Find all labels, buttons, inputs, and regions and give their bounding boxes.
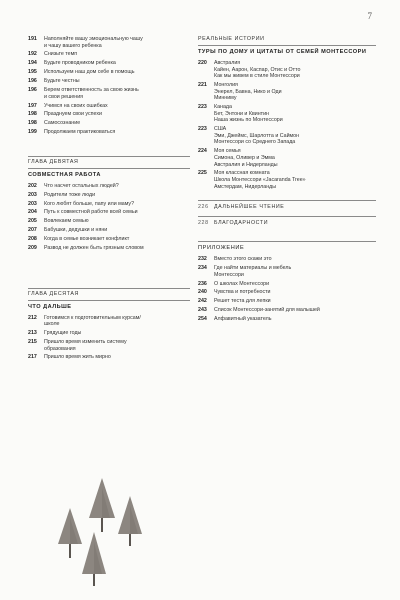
toc-list-top — [28, 36, 190, 136]
further-reading-title: ДАЛЬНЕЙШЕЕ ЧТЕНИЕ — [214, 204, 285, 211]
story-description: Как мы живем в стиле Монтессори — [214, 73, 300, 80]
country-entry — [198, 126, 376, 133]
country-name: Австралия — [214, 60, 241, 66]
toc-entry-continuation: школе — [44, 321, 60, 328]
chapter-nine-title: СОВМЕСТНАЯ РАБОТА — [28, 168, 190, 179]
toc-entry — [28, 330, 190, 337]
toc-entry — [198, 289, 376, 296]
toc-page-number: 192 — [28, 51, 37, 58]
toc-entry-title: Где найти материалы и мебель — [214, 265, 292, 272]
toc-entry — [28, 51, 190, 58]
toc-entry — [28, 183, 190, 190]
country-entry — [198, 60, 376, 67]
toc-entry-title: Грядущие годы — [44, 330, 82, 337]
toc-entry — [198, 307, 376, 314]
chapter-nine-label: ГЛАВА ДЕВЯТАЯ — [28, 156, 190, 168]
toc-page-number: 207 — [28, 227, 37, 234]
toc-page-number: 209 — [28, 245, 37, 252]
story-description: Минниму — [214, 95, 237, 102]
chapter-ten-label: ГЛАВА ДЕСЯТАЯ — [28, 288, 190, 300]
toc-entry-title: Родители тоже люди — [44, 191, 96, 198]
toc-entry — [28, 339, 190, 346]
toc-page-number: 202 — [28, 182, 37, 189]
toc-entry — [198, 265, 376, 272]
page-number: 7 — [367, 11, 372, 21]
toc-page-number: 225 — [198, 170, 207, 177]
country-name: Моя классная комната — [214, 170, 270, 177]
country-entry — [198, 82, 376, 89]
toc-page-number: 191 — [28, 36, 37, 42]
toc-entry-title: Что насчет остальных людей? — [44, 182, 119, 189]
toc-entry — [28, 36, 190, 43]
country-entry — [198, 148, 376, 155]
toc-entry-title: Празднуем свои успехи — [44, 111, 102, 118]
left-column — [28, 36, 190, 363]
tree-icon — [58, 508, 82, 558]
toc-page-number: 220 — [198, 60, 207, 66]
toc-entry-title: Наполняйте вашу эмоциональную чашу — [44, 36, 143, 42]
toc-page-number: 197 — [28, 102, 37, 109]
toc-entry — [28, 236, 190, 243]
toc-page-number: 203 — [28, 200, 37, 207]
toc-entry-title: Путь к совместной работе всей семьи — [44, 209, 138, 216]
toc-entry-title: Бабушки, дедушки и няни — [44, 227, 108, 234]
toc-entry — [198, 281, 376, 288]
country-name: Монголия — [214, 82, 238, 89]
toc-page-number: 254 — [198, 316, 207, 323]
toc-page-number: 242 — [198, 298, 207, 305]
toc-entry — [198, 256, 376, 263]
country-list — [198, 60, 376, 190]
tree-icon — [82, 532, 106, 586]
toc-page-number: 234 — [198, 265, 207, 272]
family-names: Симона, Оливер и Эмма — [214, 154, 275, 161]
chapter-ten-list — [28, 315, 190, 361]
family-names: Эми, Джеймс, Шарлотта и Саймон — [214, 132, 300, 139]
toc-page-number: 205 — [28, 218, 37, 225]
toc-page-number: 212 — [28, 314, 37, 321]
appendix-label: ПРИЛОЖЕНИЕ — [198, 241, 376, 252]
toc-entry-title: Когда в семье возникает конфликт — [44, 236, 130, 243]
toc-page-number: 196 — [28, 78, 37, 85]
country-entry — [198, 104, 376, 111]
toc-entry-title: Пришло время изменить систему — [44, 339, 127, 345]
thanks-page: 228 — [198, 220, 209, 227]
toc-entry — [28, 120, 190, 127]
toc-entry — [28, 111, 190, 118]
thanks-title: БЛАГОДАРНОСТИ — [214, 220, 269, 227]
chapter-nine-list — [28, 183, 190, 252]
further-reading-page: 226 — [198, 204, 209, 211]
toc-page-number: 199 — [28, 129, 37, 136]
toc-entry-title: Будьте честны — [44, 78, 80, 85]
toc-entry — [28, 78, 190, 85]
toc-entry — [28, 129, 190, 136]
right-column — [198, 36, 376, 325]
toc-entry-title: Продолжаем практиковаться — [44, 129, 116, 136]
toc-entry — [28, 60, 190, 67]
toc-page-number: 204 — [28, 209, 37, 216]
toc-page-number: 217 — [28, 354, 37, 361]
toc-page-number: 195 — [28, 69, 37, 76]
toc-entry — [198, 298, 376, 305]
toc-page-number: 203 — [28, 191, 37, 198]
toc-entry — [28, 218, 190, 225]
toc-page-number: 243 — [198, 307, 207, 314]
trees-illustration — [58, 478, 168, 588]
toc-page-number: 196 — [28, 87, 37, 94]
toc-entry — [28, 315, 190, 322]
toc-entry-title: Снизьте темп — [44, 51, 78, 58]
tree-icon — [118, 496, 142, 546]
story-description: Амстердам, Нидерланды — [214, 183, 277, 190]
toc-entry-title: Вовлекаем семью — [44, 218, 89, 225]
toc-entry — [28, 69, 190, 76]
toc-entry-title: Вместо этого скажи это — [214, 256, 272, 263]
toc-entry-continuation: Монтессори — [214, 271, 244, 278]
toc-entry — [28, 103, 190, 110]
country-entry — [198, 170, 376, 177]
country-name: Канада — [214, 104, 232, 111]
toc-page-number: 198 — [28, 120, 37, 127]
toc-page-number: 221 — [198, 82, 207, 89]
appendix-list — [198, 256, 376, 323]
toc-entry-title: О школах Монтессори — [214, 280, 270, 287]
toc-page-number: 236 — [198, 280, 207, 287]
toc-entry-title: Берем ответственность за свою жизнь — [44, 87, 139, 94]
country-name: США — [214, 126, 227, 133]
toc-page-number: 198 — [28, 111, 37, 118]
toc-entry-title: Будьте проводником ребенка — [44, 60, 116, 67]
toc-page-number: 223 — [198, 126, 207, 133]
story-description: Монтессори со Среднего Запада — [214, 139, 296, 146]
toc-entry-title: Кого любят больше, папу или маму? — [44, 200, 135, 207]
toc-entry-title: Развод не должен быть грязным словом — [44, 245, 144, 252]
tours-title: ТУРЫ ПО ДОМУ И ЦИТАТЫ ОТ СЕМЕЙ МОНТЕССОРИ — [198, 45, 376, 56]
toc-entry — [28, 354, 190, 361]
family-names: Бет, Энтони и Квинтин — [214, 110, 269, 117]
toc-entry-title: Алфавитный указатель — [214, 316, 272, 323]
toc-entry — [28, 209, 190, 216]
family-names: Кайен, Аарон, Каспар, Отис и Отто — [214, 66, 301, 73]
toc-entry-continuation: образования — [44, 345, 76, 352]
toc-entry — [28, 201, 190, 208]
family-names: Энерел, Бавна, Нико и Оди — [214, 88, 282, 95]
toc-entry-title: Список Монтессори-занятий для малышей — [214, 307, 320, 314]
toc-entry — [28, 227, 190, 234]
toc-page-number: 208 — [28, 236, 37, 243]
toc-page-number: 194 — [28, 60, 37, 67]
toc-entry — [28, 192, 190, 199]
toc-entry-title: Чувства и потребности — [214, 289, 271, 296]
toc-entry-title: Пришло время жить мирно — [44, 354, 111, 361]
story-description: Австралия и Нидерланды — [214, 161, 278, 168]
toc-entry-title: Готовимся к подготовительным курсам/ — [44, 314, 141, 321]
family-names: Школа Монтессори «Jacaranda Tree» — [214, 176, 306, 183]
thanks-entry — [198, 216, 376, 229]
toc-page-number: 224 — [198, 148, 207, 155]
toc-entry-title: Учимся на своих ошибках — [44, 102, 108, 109]
toc-entry — [28, 87, 190, 94]
toc-entry — [28, 245, 190, 252]
toc-page-number: 213 — [28, 330, 37, 337]
toc-page-number: 215 — [28, 339, 37, 345]
toc-entry-title: Используем наш дом себе в помощь — [44, 69, 135, 76]
chapter-ten-title: ЧТО ДАЛЬШЕ — [28, 300, 190, 311]
real-stories-label: РЕАЛЬНЫЕ ИСТОРИИ — [198, 36, 265, 42]
toc-entry-continuation: и чашу вашего ребенка — [44, 42, 102, 49]
toc-page-number: 232 — [198, 256, 207, 263]
toc-entry — [198, 316, 376, 323]
story-description: Наша жизнь по Монтессори — [214, 117, 283, 124]
toc-page-number: 223 — [198, 104, 207, 111]
country-name: Моя семья — [214, 148, 241, 155]
further-reading-entry — [198, 200, 376, 213]
tree-icon — [89, 478, 115, 532]
toc-page-number: 240 — [198, 289, 207, 296]
toc-entry-title: Решет теста для лепки — [214, 298, 271, 305]
toc-entry-title: Самосознание — [44, 120, 81, 127]
toc-entry-continuation: и свои решения — [44, 93, 84, 100]
